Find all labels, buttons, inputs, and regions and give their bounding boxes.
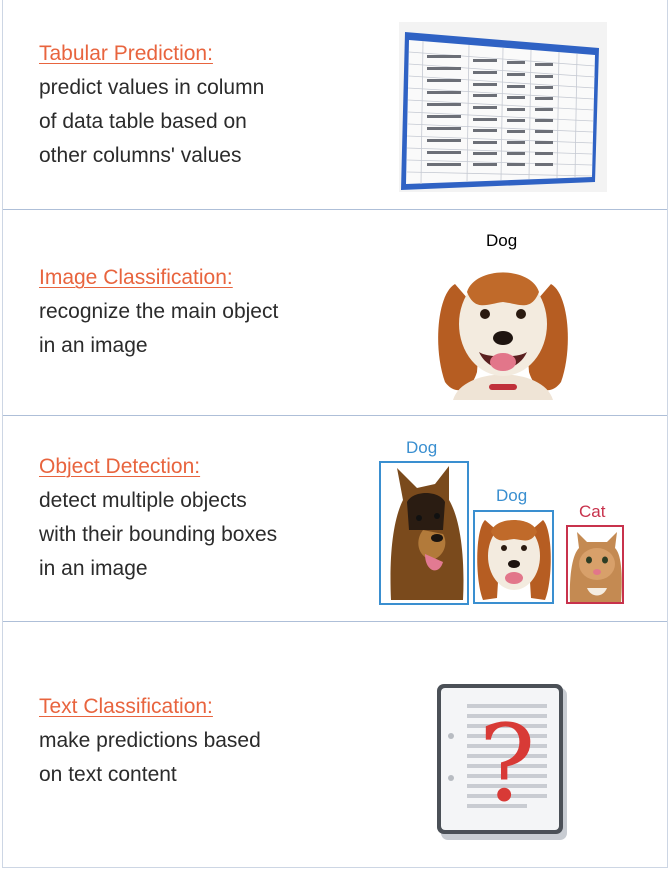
svg-text:?: ?: [478, 702, 536, 825]
bounding-box-label: Cat: [579, 502, 606, 521]
row-description-line: on text content: [39, 763, 177, 786]
spaniel-dog-image: [477, 520, 551, 600]
cat-image: [570, 532, 622, 603]
row-object-detection: [3, 416, 667, 622]
bounding-box-label: Dog: [496, 486, 528, 505]
row-text: [39, 261, 278, 363]
row-description-line: of data table based on: [39, 110, 247, 133]
row-description-line: recognize the main object: [39, 300, 279, 323]
row-description-line: predict values in column: [39, 76, 265, 99]
row-tabular-prediction: [3, 0, 667, 210]
row-title[interactable]: Text Classification:: [39, 695, 213, 718]
row-text: [39, 450, 277, 586]
dog-label: Dog: [486, 231, 518, 250]
row-description-line: in an image: [39, 557, 148, 580]
question-document-icon: [433, 682, 571, 842]
row-description-line: detect multiple objects: [39, 489, 247, 512]
row-text-classification: [3, 622, 667, 868]
row-description-line: other columns' values: [39, 144, 242, 167]
row-image-classification: [3, 210, 667, 416]
row-description-line: make predictions based: [39, 729, 261, 752]
dog-photo-icon: [433, 254, 573, 400]
bounding-box-icon: [373, 460, 629, 608]
row-text: [39, 37, 264, 173]
row-title[interactable]: Image Classification:: [39, 266, 233, 289]
shepherd-dog-image: [381, 463, 467, 603]
row-description-line: with their bounding boxes: [39, 523, 278, 546]
row-title[interactable]: Tabular Prediction:: [39, 42, 213, 65]
task-table: [2, 0, 668, 868]
spreadsheet-window-icon: [399, 22, 607, 192]
row-description-line: in an image: [39, 334, 148, 357]
bounding-box-label: Dog: [406, 438, 438, 457]
row-text: [39, 690, 261, 792]
row-title[interactable]: Object Detection:: [39, 455, 201, 478]
